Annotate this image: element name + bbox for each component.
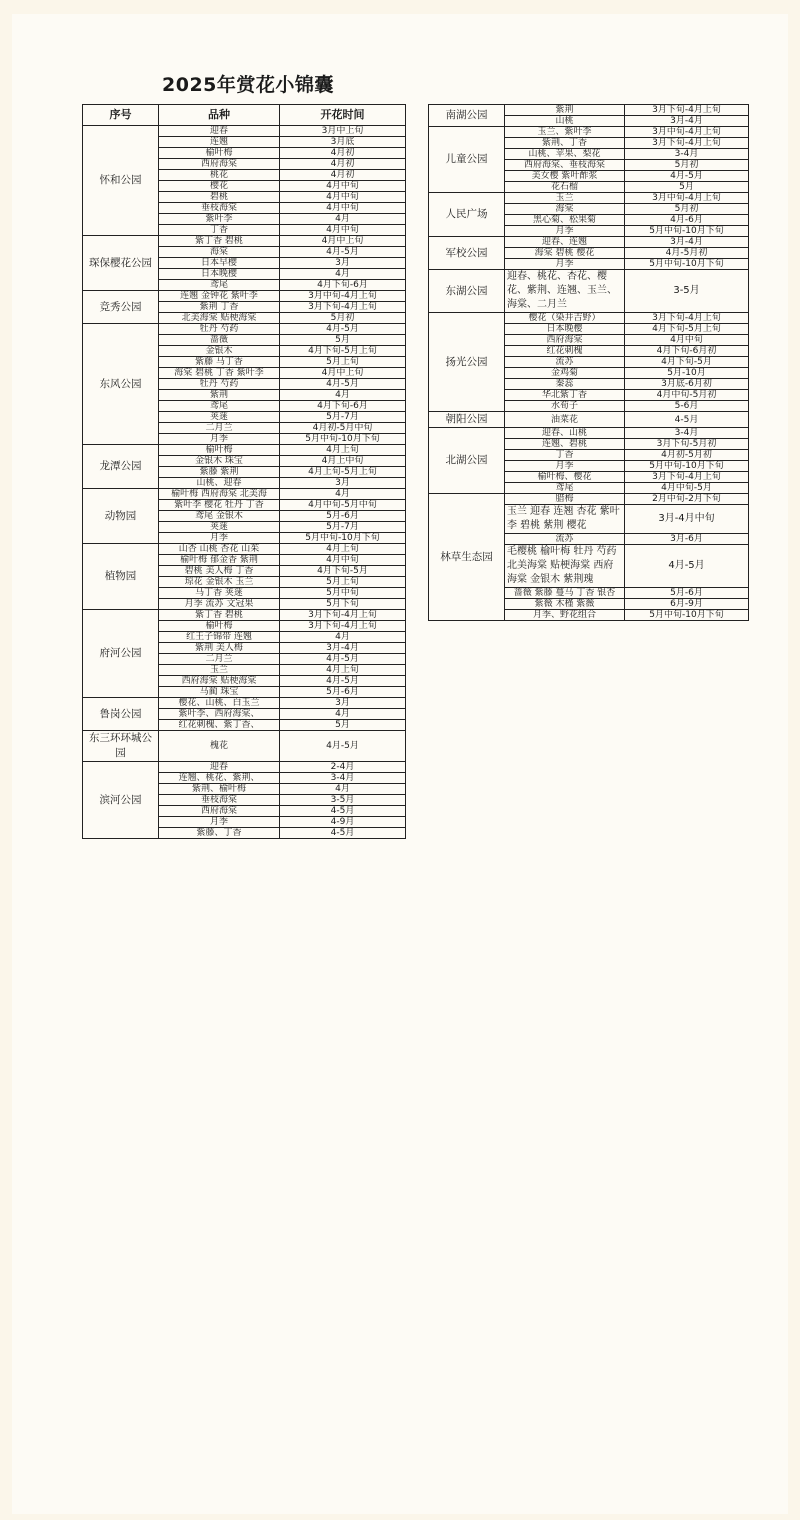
table-row [429, 494, 749, 505]
variety-cell: 连翘 金钟花 紫叶李 [159, 291, 280, 302]
park-name: 鲁岗公园 [83, 698, 159, 731]
variety-cell: 荚蒾 [159, 412, 280, 423]
variety-cell: 连翘、桃花、紫荆、 [159, 773, 280, 784]
bloom-time-cell: 3-5月 [625, 270, 749, 313]
variety-cell: 紫荆、丁香 [505, 138, 625, 149]
bloom-time-cell: 5月中旬-10月下旬 [625, 259, 749, 270]
table-row [429, 412, 749, 428]
table-row [429, 193, 749, 204]
bloom-time-cell: 3月-4月 [625, 237, 749, 248]
bloom-time-cell: 5月初 [625, 204, 749, 215]
variety-cell: 垂枝海棠 [159, 203, 280, 214]
bloom-time-cell: 4月下旬-6月 [280, 401, 406, 412]
variety-cell: 马蔺 珠宝 [159, 687, 280, 698]
table-row [429, 313, 749, 324]
variety-cell: 榆叶梅 郁金香 紫荆 [159, 555, 280, 566]
variety-cell: 紫叶李 [159, 214, 280, 225]
variety-cell: 鸢尾 [159, 280, 280, 291]
bloom-time-cell: 5月-6月 [625, 588, 749, 599]
variety-cell: 海棠 碧桃 樱花 [505, 248, 625, 259]
variety-cell: 月季、野花组合 [505, 610, 625, 621]
variety-cell: 金银木 [159, 346, 280, 357]
bloom-time-cell: 3月-4月中旬 [625, 505, 749, 534]
bloom-time-cell: 4月下旬-5月 [625, 357, 749, 368]
bloom-time-cell: 4月初-5月初 [625, 450, 749, 461]
table-row [83, 445, 406, 456]
variety-cell: 蔷薇 紫藤 蔓马 丁香 银杏 [505, 588, 625, 599]
variety-cell: 玉兰 迎春 连翘 杏花 紫叶李 碧桃 紫荆 樱花 [505, 505, 625, 534]
bloom-time-cell: 6月-9月 [625, 599, 749, 610]
park-name: 东三环环城公园 [83, 731, 159, 762]
park-name: 东风公园 [83, 324, 159, 445]
variety-cell: 紫藤 马丁香 [159, 357, 280, 368]
bloom-time-cell: 4月中旬 [280, 225, 406, 236]
variety-cell: 樱花、山桃、白玉兰 [159, 698, 280, 709]
variety-cell: 蔷薇 [159, 335, 280, 346]
bloom-time-cell: 4月 [280, 632, 406, 643]
table-row [429, 237, 749, 248]
bloom-time-cell: 4月-5月 [625, 545, 749, 588]
variety-cell: 迎春、连翘 [505, 237, 625, 248]
variety-cell: 迎春、山桃 [505, 428, 625, 439]
bloom-time-cell: 4月-5月 [280, 731, 406, 762]
bloom-time-cell: 3月中旬-4月上旬 [280, 291, 406, 302]
variety-cell: 山桃 [505, 116, 625, 127]
bloom-time-cell: 4月中旬 [625, 335, 749, 346]
park-name: 琛保樱花公园 [83, 236, 159, 291]
bloom-time-cell: 5月 [280, 720, 406, 731]
table-row [83, 236, 406, 247]
table-row [83, 126, 406, 137]
table-row [83, 731, 406, 762]
variety-cell: 山杏 山桃 杏花 山茱 [159, 544, 280, 555]
variety-cell: 紫丁香 碧桃 [159, 610, 280, 621]
bloom-time-cell: 3月 [280, 258, 406, 269]
table-row [83, 291, 406, 302]
variety-cell: 马丁香 荚蒾 [159, 588, 280, 599]
bloom-time-cell: 3月下旬-4月上旬 [280, 610, 406, 621]
bloom-time-cell: 3月 [280, 478, 406, 489]
bloom-time-cell: 5月-7月 [280, 412, 406, 423]
bloom-time-cell: 2-4月 [280, 762, 406, 773]
bloom-time-cell: 3月下旬-4月上旬 [625, 313, 749, 324]
variety-cell: 紫叶李 樱花 牡丹 丁香 [159, 500, 280, 511]
variety-cell: 水荀子 [505, 401, 625, 412]
bloom-time-cell: 5月 [280, 335, 406, 346]
header-index: 序号 [83, 105, 159, 126]
bloom-time-cell: 4月上旬 [280, 544, 406, 555]
bloom-time-cell: 3月下旬-5月初 [625, 439, 749, 450]
variety-cell: 月季 [159, 533, 280, 544]
variety-cell: 槐花 [159, 731, 280, 762]
park-name: 儿童公园 [429, 127, 505, 193]
bloom-time-cell: 5月初 [280, 313, 406, 324]
variety-cell: 秦蕊 [505, 379, 625, 390]
variety-cell: 西府海棠、垂枝海棠 [505, 160, 625, 171]
table-row [83, 762, 406, 773]
left-table-body [83, 126, 406, 839]
variety-cell: 紫荆 美人梅 [159, 643, 280, 654]
variety-cell: 日本晚樱 [505, 324, 625, 335]
bloom-time-cell: 5月下旬 [280, 599, 406, 610]
bloom-time-cell: 3-5月 [280, 795, 406, 806]
bloom-time-cell: 3月底 [280, 137, 406, 148]
variety-cell: 鸢尾 [505, 483, 625, 494]
bloom-time-cell: 5月-10月 [625, 368, 749, 379]
bloom-time-cell: 4月下旬-6月 [280, 280, 406, 291]
bloom-time-cell: 5月中旬-10月下旬 [625, 226, 749, 237]
bloom-time-cell: 3月下旬-4月上旬 [280, 302, 406, 313]
bloom-time-cell: 4月-5月 [280, 324, 406, 335]
bloom-time-cell: 4月中旬 [280, 203, 406, 214]
variety-cell: 碧桃 美人梅 丁香 [159, 566, 280, 577]
bloom-time-cell: 5月-6月 [280, 687, 406, 698]
header-variety: 品种 [159, 105, 280, 126]
variety-cell: 荚蒾 [159, 522, 280, 533]
bloom-time-cell: 3月-6月 [625, 534, 749, 545]
bloom-time-cell: 4月 [280, 214, 406, 225]
variety-cell: 西府海棠 [159, 159, 280, 170]
left-bloom-table [82, 104, 406, 839]
bloom-time-cell: 4月 [280, 784, 406, 795]
variety-cell: 榆叶梅 西府海棠 北美海 [159, 489, 280, 500]
bloom-time-cell: 4月下旬-5月 [280, 566, 406, 577]
variety-cell: 紫荆 丁香 [159, 302, 280, 313]
variety-cell: 金银木 珠宝 [159, 456, 280, 467]
park-name: 朝阳公园 [429, 412, 505, 428]
bloom-time-cell: 3月下旬-4月上旬 [625, 138, 749, 149]
table-row [83, 544, 406, 555]
bloom-time-cell: 4月-5月初 [625, 248, 749, 259]
table-row [429, 127, 749, 138]
bloom-time-cell: 4月-6月 [625, 215, 749, 226]
park-name: 北湖公园 [429, 428, 505, 494]
bloom-time-cell: 4月-5月 [625, 171, 749, 182]
variety-cell: 紫荆 [159, 390, 280, 401]
variety-cell: 腊梅 [505, 494, 625, 505]
variety-cell: 紫叶李、西府海棠、 [159, 709, 280, 720]
variety-cell: 榆叶梅 [159, 621, 280, 632]
variety-cell: 山桃、苹果、梨花 [505, 149, 625, 160]
right-bloom-table [428, 104, 749, 621]
variety-cell: 紫薇 木槿 紫薇 [505, 599, 625, 610]
bloom-time-cell: 5月中旬-10月下旬 [625, 610, 749, 621]
variety-cell: 红王子锦带 连翘 [159, 632, 280, 643]
bloom-time-cell: 5月中旬-10月下旬 [280, 533, 406, 544]
bloom-time-cell: 5月-6月 [280, 511, 406, 522]
bloom-time-cell: 3月底-6月初 [625, 379, 749, 390]
header-bloom-time: 开花时间 [280, 105, 406, 126]
variety-cell: 流苏 [505, 357, 625, 368]
variety-cell: 迎春 [159, 126, 280, 137]
bloom-time-cell: 5月中旬-10月下旬 [625, 461, 749, 472]
variety-cell: 红花刺槐 [505, 346, 625, 357]
table-row [83, 489, 406, 500]
bloom-time-cell: 5月上旬 [280, 357, 406, 368]
table-row [429, 270, 749, 313]
park-name: 龙潭公园 [83, 445, 159, 489]
variety-cell: 红花刺槐、紫丁香、 [159, 720, 280, 731]
bloom-time-cell: 4月中旬-5月中旬 [280, 500, 406, 511]
variety-cell: 金鸡菊 [505, 368, 625, 379]
variety-cell: 紫藤、丁香 [159, 828, 280, 839]
variety-cell: 迎春 [159, 762, 280, 773]
bloom-time-cell: 3月-4月 [625, 116, 749, 127]
variety-cell: 花石榴 [505, 182, 625, 193]
bloom-time-cell: 3月下旬-4月上旬 [625, 472, 749, 483]
bloom-time-cell: 4月上旬 [280, 665, 406, 676]
bloom-time-cell: 3月中上旬 [280, 126, 406, 137]
park-name: 府河公园 [83, 610, 159, 698]
variety-cell: 紫荆、榆叶梅 [159, 784, 280, 795]
bloom-time-cell: 5月中旬 [280, 588, 406, 599]
bloom-time-cell: 4月初-5月中旬 [280, 423, 406, 434]
variety-cell: 西府海棠 [505, 335, 625, 346]
bloom-time-cell: 4月中旬-5月初 [625, 390, 749, 401]
variety-cell: 连翘、碧桃 [505, 439, 625, 450]
variety-cell: 油菜花 [505, 412, 625, 428]
variety-cell: 黑心菊、松果菊 [505, 215, 625, 226]
bloom-time-cell: 4月上旬 [280, 445, 406, 456]
bloom-time-cell: 3-4月 [280, 773, 406, 784]
table-row [83, 698, 406, 709]
bloom-time-cell: 4月中旬 [280, 192, 406, 203]
variety-cell: 牡丹 芍药 [159, 324, 280, 335]
park-name: 人民广场 [429, 193, 505, 237]
variety-cell: 榆叶梅 [159, 148, 280, 159]
park-name: 植物园 [83, 544, 159, 610]
park-name: 南湖公园 [429, 105, 505, 127]
bloom-time-cell: 4月-5月 [280, 654, 406, 665]
variety-cell: 西府海棠 贴梗海棠 [159, 676, 280, 687]
bloom-time-cell: 4月下旬-6月初 [625, 346, 749, 357]
park-name: 林草生态园 [429, 494, 505, 621]
bloom-time-cell: 4月中上旬 [280, 368, 406, 379]
bloom-time-cell: 5月初 [625, 160, 749, 171]
variety-cell: 海棠 碧桃 丁香 紫叶李 [159, 368, 280, 379]
variety-cell: 榆叶梅 [159, 445, 280, 456]
bloom-time-cell: 3月 [280, 698, 406, 709]
variety-cell: 日本晚樱 [159, 269, 280, 280]
variety-cell: 紫丁香 碧桃 [159, 236, 280, 247]
park-name: 军校公园 [429, 237, 505, 270]
bloom-time-cell: 3月下旬-4月上旬 [625, 105, 749, 116]
variety-cell: 玉兰、紫叶李 [505, 127, 625, 138]
bloom-time-cell: 3月中旬-4月上旬 [625, 193, 749, 204]
park-name: 扬光公园 [429, 313, 505, 412]
bloom-time-cell: 3月中旬-4月上旬 [625, 127, 749, 138]
variety-cell: 月季 [505, 226, 625, 237]
bloom-time-cell: 5月 [625, 182, 749, 193]
bloom-time-cell: 4月 [280, 709, 406, 720]
bloom-time-cell: 4月-5月 [280, 676, 406, 687]
variety-cell: 二月兰 [159, 423, 280, 434]
bloom-time-cell: 4月-5月 [280, 379, 406, 390]
bloom-time-cell: 2月中旬-2月下旬 [625, 494, 749, 505]
bloom-time-cell: 3-4月 [625, 149, 749, 160]
variety-cell: 月季 [159, 817, 280, 828]
bloom-time-cell: 4月 [280, 390, 406, 401]
variety-cell: 美女樱 紫叶酢浆 [505, 171, 625, 182]
variety-cell: 北美海棠 贴梗海棠 [159, 313, 280, 324]
variety-cell: 紫藤 紫荆 [159, 467, 280, 478]
variety-cell: 玉兰 [505, 193, 625, 204]
variety-cell: 榆叶梅、樱花 [505, 472, 625, 483]
bloom-time-cell: 4月下旬-5月上旬 [280, 346, 406, 357]
right-table-body [429, 105, 749, 621]
variety-cell: 毛樱桃 榆叶梅 牡丹 芍药 北美海棠 贴梗海棠 西府海棠 金银木 紫荆瑰 [505, 545, 625, 588]
park-name: 怀和公园 [83, 126, 159, 236]
variety-cell: 山桃、迎春 [159, 478, 280, 489]
bloom-time-cell: 5月-7月 [280, 522, 406, 533]
bloom-time-cell: 5月中旬-10月下旬 [280, 434, 406, 445]
variety-cell: 二月兰 [159, 654, 280, 665]
variety-cell: 丁香 [505, 450, 625, 461]
bloom-time-cell: 4月初 [280, 159, 406, 170]
table-row [429, 105, 749, 116]
variety-cell: 丁香 [159, 225, 280, 236]
bloom-time-cell: 4月中旬 [280, 555, 406, 566]
bloom-time-cell: 4-9月 [280, 817, 406, 828]
table-row [429, 428, 749, 439]
variety-cell: 日本早樱 [159, 258, 280, 269]
page-title: 2025年赏花小锦囊 [162, 74, 334, 96]
bloom-time-cell: 4月中旬 [280, 181, 406, 192]
park-name: 东湖公园 [429, 270, 505, 313]
bloom-time-cell: 4月中旬-5月 [625, 483, 749, 494]
variety-cell: 迎春、桃花、杏花、樱花、紫荆、连翘、玉兰、海棠、二月兰 [505, 270, 625, 313]
variety-cell: 海棠 [159, 247, 280, 258]
variety-cell: 樱花（染井吉野） [505, 313, 625, 324]
bloom-time-cell: 4月 [280, 269, 406, 280]
bloom-time-cell: 3月下旬-4月上旬 [280, 621, 406, 632]
bloom-time-cell: 5-6月 [625, 401, 749, 412]
variety-cell: 鸢尾 [159, 401, 280, 412]
variety-cell: 碧桃 [159, 192, 280, 203]
bloom-time-cell: 4-5月 [280, 806, 406, 817]
variety-cell: 紫荆 [505, 105, 625, 116]
variety-cell: 流苏 [505, 534, 625, 545]
table-row [83, 324, 406, 335]
park-name: 滨河公园 [83, 762, 159, 839]
park-name: 动物园 [83, 489, 159, 544]
bloom-time-cell: 3-4月 [625, 428, 749, 439]
variety-cell: 连翘 [159, 137, 280, 148]
variety-cell: 月季 [505, 461, 625, 472]
bloom-time-cell: 4月初 [280, 170, 406, 181]
table-row [83, 610, 406, 621]
variety-cell: 月季 流苏 文冠果 [159, 599, 280, 610]
variety-cell: 琼花 金银木 玉兰 [159, 577, 280, 588]
park-name: 竞秀公园 [83, 291, 159, 324]
bloom-time-cell: 4月下旬-5月上旬 [625, 324, 749, 335]
variety-cell: 玉兰 [159, 665, 280, 676]
bloom-time-cell: 4月中上旬 [280, 236, 406, 247]
variety-cell: 樱花 [159, 181, 280, 192]
bloom-time-cell: 4月上旬-5月上旬 [280, 467, 406, 478]
variety-cell: 月季 [505, 259, 625, 270]
bloom-time-cell: 4-5月 [280, 828, 406, 839]
bloom-time-cell: 4月上中旬 [280, 456, 406, 467]
variety-cell: 华北紫丁香 [505, 390, 625, 401]
variety-cell: 垂枝海棠 [159, 795, 280, 806]
bloom-time-cell: 4月初 [280, 148, 406, 159]
variety-cell: 海棠 [505, 204, 625, 215]
bloom-time-cell: 5月上旬 [280, 577, 406, 588]
variety-cell: 桃花 [159, 170, 280, 181]
bloom-time-cell: 4-5月 [625, 412, 749, 428]
variety-cell: 鸢尾 金银木 [159, 511, 280, 522]
bloom-time-cell: 3月-4月 [280, 643, 406, 654]
variety-cell: 牡丹 芍药 [159, 379, 280, 390]
variety-cell: 月季 [159, 434, 280, 445]
bloom-time-cell: 4月-5月 [280, 247, 406, 258]
bloom-time-cell: 4月 [280, 489, 406, 500]
variety-cell: 西府海棠 [159, 806, 280, 817]
